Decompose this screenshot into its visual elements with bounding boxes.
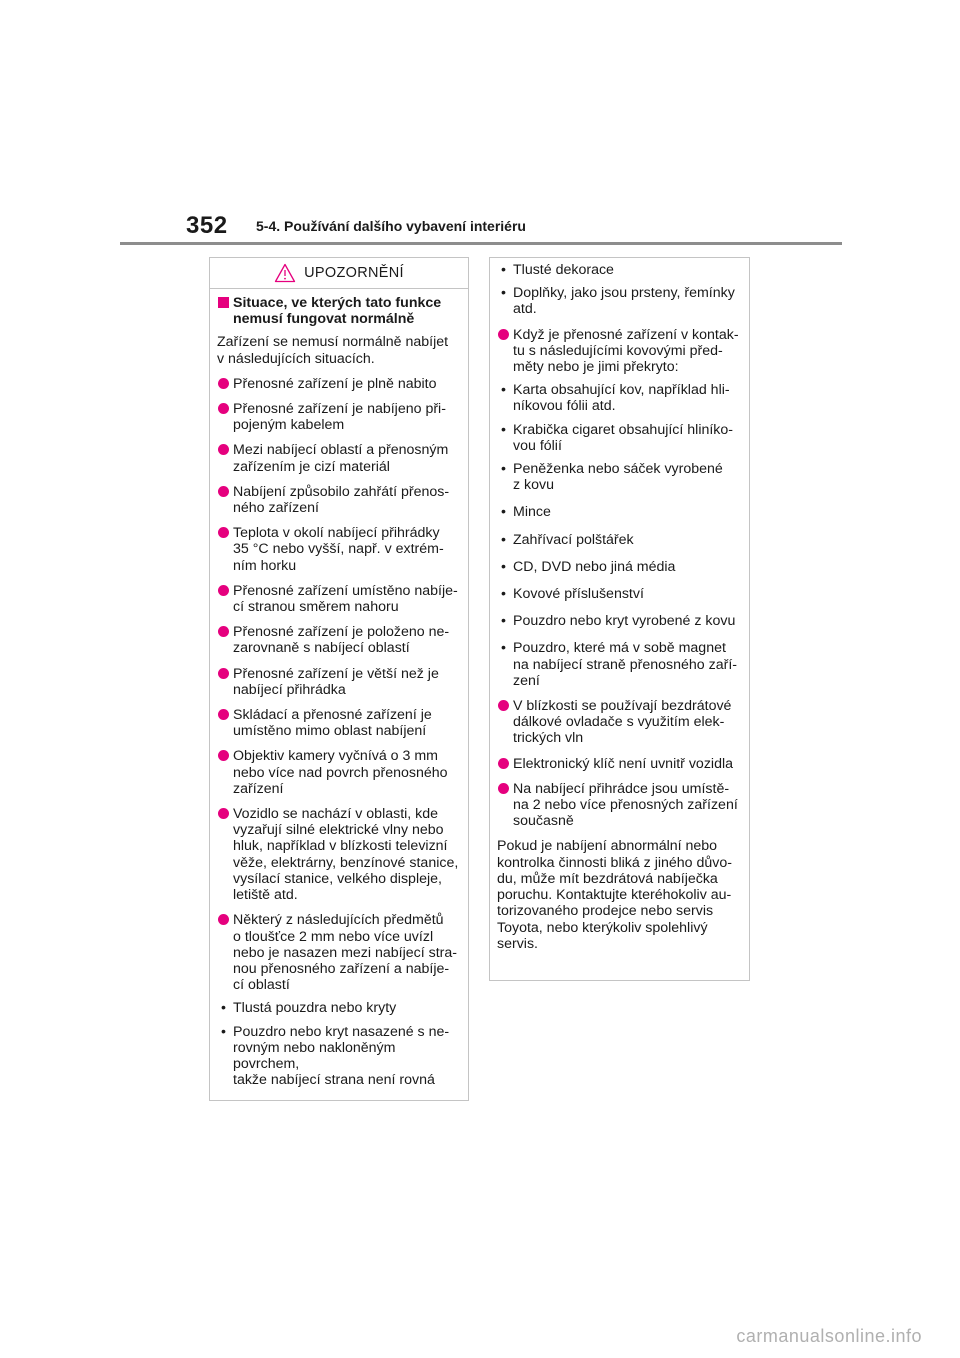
sub-list-item-text: Pouzdro nebo kryt vyrobené z kovu — [513, 613, 736, 630]
list-item — [217, 707, 460, 739]
dot-bullet-icon — [218, 709, 229, 720]
dot-bullet-icon — [218, 378, 229, 389]
list-item-text: Skládací a přenosné zařízení je umístěno mimo oblast nabíjení — [233, 707, 432, 740]
bullet-point-icon: • — [221, 1000, 226, 1017]
list-item — [217, 666, 460, 698]
list-item — [217, 484, 460, 516]
dot-bullet-icon — [218, 444, 229, 455]
list-item — [497, 781, 741, 830]
heading-text: Situace, ve kterých tato funkce nemusí fungovat normálně — [233, 295, 442, 328]
list-item — [217, 748, 460, 797]
sub-list-item — [497, 285, 741, 317]
list-item-text: Když je přenosné zařízení v kontak- tu s následujícími kovovými před- měty nebo je jimi překryto: — [513, 326, 739, 376]
list-item — [217, 401, 460, 433]
sub-list-item-text: Krabička cigaret obsahující hliníko- vou fólií — [513, 421, 734, 454]
sub-list-item-text: Peněženka nebo sáček vyrobené z kovu — [513, 461, 723, 494]
caution-header — [210, 258, 468, 289]
sub-list-item-text: Tlusté dekorace — [513, 262, 614, 278]
list-item-text: Přenosné zařízení je plně nabito — [233, 375, 437, 392]
sub-list-item — [497, 504, 741, 520]
sub-list-item-text: Tlustá pouzdra nebo kryty — [233, 1000, 397, 1017]
header-divider — [120, 242, 842, 245]
sub-list-item-text: Karta obsahující kov, například hli- níkovou fólii atd. — [513, 382, 730, 415]
list-item — [217, 442, 460, 474]
bullet-point-icon: • — [501, 504, 506, 521]
list-item-text: Mezi nabíjecí oblastí a přenosným zařízením je cizí materiál — [233, 442, 449, 475]
page-number: 352 — [186, 212, 228, 239]
dot-bullet-icon — [218, 527, 229, 538]
dot-bullet-icon — [218, 626, 229, 637]
section-heading — [217, 295, 460, 327]
caution-box-left — [209, 257, 469, 1101]
bullet-point-icon: • — [501, 421, 506, 438]
list-item-text: Vozidlo se nachází v oblasti, kde vyzařují silné elektrické vlny nebo hluk, například v blízkosti televizní věže, elektrárny, benzínové stanice, vysílací stanice, velkého displeje, letiště atd. — [233, 806, 459, 904]
warning-triangle-icon — [274, 263, 296, 283]
list-item-text: Objektiv kamery vyčnívá o 3 mm nebo více nad povrch přenosného zařízení — [233, 748, 448, 797]
dot-bullet-icon — [218, 403, 229, 414]
dot-bullet-icon — [498, 758, 509, 769]
dot-bullet-icon — [218, 750, 229, 761]
list-item-text: Přenosné zařízení je položeno ne- zarovnaně s nabíjecí oblastí — [233, 624, 450, 657]
sub-list-item-text: Kovové příslušenství — [513, 586, 644, 603]
sub-list-item — [497, 586, 741, 602]
sub-list-item — [497, 613, 741, 629]
bullet-point-icon: • — [501, 613, 506, 630]
bullet-point-icon: • — [501, 558, 506, 575]
sub-list-item — [497, 532, 741, 548]
section-title: 5-4. Používání dalšího vybavení interiéru — [256, 218, 526, 234]
list-item-text: Přenosné zařízení umístěno nabíje- cí stranou směrem nahoru — [233, 582, 458, 616]
dot-bullet-icon — [498, 783, 509, 794]
bullet-point-icon: • — [501, 461, 506, 478]
list-item-text: Přenosné zařízení je větší než je nabíjecí přihrádka — [233, 665, 439, 698]
sub-list-item-text: Mince — [513, 504, 551, 521]
square-bullet-icon — [218, 297, 229, 308]
sub-list-item — [497, 461, 741, 493]
list-item — [217, 376, 460, 392]
bullet-point-icon: • — [501, 285, 506, 302]
list-item-text: Elektronický klíč není uvnitř vozidla — [513, 755, 733, 772]
bullet-point-icon: • — [501, 531, 506, 548]
dot-bullet-icon — [498, 329, 509, 340]
dot-bullet-icon — [218, 668, 229, 679]
caution-title: UPOZORNĚNÍ — [304, 264, 404, 281]
caution-box-right — [489, 257, 750, 981]
bullet-point-icon: • — [501, 586, 506, 603]
sub-list-item — [217, 1000, 460, 1016]
sub-list-item — [497, 262, 741, 278]
bullet-point-icon: • — [501, 262, 506, 278]
list-item-text: V blízkosti se používají bezdrátové dálkové ovladače s využitím elek- trických vln — [513, 698, 732, 747]
dot-bullet-icon — [218, 585, 229, 596]
list-item — [497, 756, 741, 772]
list-item-text: Nabíjení způsobilo zahřátí přenos- ného zařízení — [233, 483, 450, 517]
list-item — [217, 583, 460, 615]
dot-bullet-icon — [218, 486, 229, 497]
dot-bullet-icon — [498, 700, 509, 711]
sub-list-item — [497, 382, 741, 414]
sub-list-item-text: Pouzdro nebo kryt nasazené s ne- rovným nebo nakloněným povrchem, takže nabíjecí strana není rovná — [233, 1023, 450, 1089]
watermark-logo: carmanualsonline.info — [736, 1326, 922, 1346]
sub-list-item-text: Zahřívací polštářek — [513, 531, 634, 548]
bullet-point-icon: • — [501, 382, 506, 399]
list-item-text: Teplota v okolí nabíjecí přihrádky 35 °C nebo vyšší, např. v extrém- ním horku — [233, 525, 444, 574]
dot-bullet-icon — [218, 808, 229, 819]
list-item — [497, 327, 741, 376]
list-item-text: Na nabíjecí přihrádce jsou umístě- na 2 nebo více přenosných zařízení současně — [513, 780, 738, 830]
sub-list-item — [497, 640, 741, 689]
list-item-text: Některý z následujících předmětů o tloušťce 2 mm nebo více uvízl nebo je nasazen mezi nabíjecí stra- nou přenosného zařízení a nabíje- cí oblastí — [233, 912, 457, 994]
list-item — [217, 624, 460, 656]
list-item — [217, 525, 460, 574]
sub-list-item-text: Pouzdro, které má v sobě magnet na nabíjecí straně přenosného zaří- zení — [513, 640, 737, 689]
sub-list-item-text: CD, DVD nebo jiná média — [513, 558, 676, 575]
bullet-point-icon: • — [221, 1023, 226, 1040]
list-item — [497, 698, 741, 747]
intro-paragraph: Zařízení se nemusí normálně nabíjet v následujících situacích. — [217, 334, 449, 367]
sub-list-item — [497, 422, 741, 454]
dot-bullet-icon — [218, 914, 229, 925]
sub-list-item-text: Doplňky, jako jsou prsteny, řemínky atd. — [513, 285, 735, 318]
sub-list-item — [497, 559, 741, 575]
bullet-point-icon: • — [501, 640, 506, 657]
sub-list-item — [217, 1024, 460, 1089]
closing-paragraph: Pokud je nabíjení abnormální nebo kontrolka činnosti bliká z jiného důvo- du, může mít bezdrátová nabíječka poruchu. Kontaktujte kteréhokoliv au- torizovaného prodejce nebo servis Toyota, nebo kterýkoliv spolehlivý servis. — [497, 838, 733, 952]
list-item — [217, 806, 460, 903]
list-item-text: Přenosné zařízení je nabíjeno při- pojeným kabelem — [233, 401, 446, 434]
list-item — [217, 912, 460, 993]
